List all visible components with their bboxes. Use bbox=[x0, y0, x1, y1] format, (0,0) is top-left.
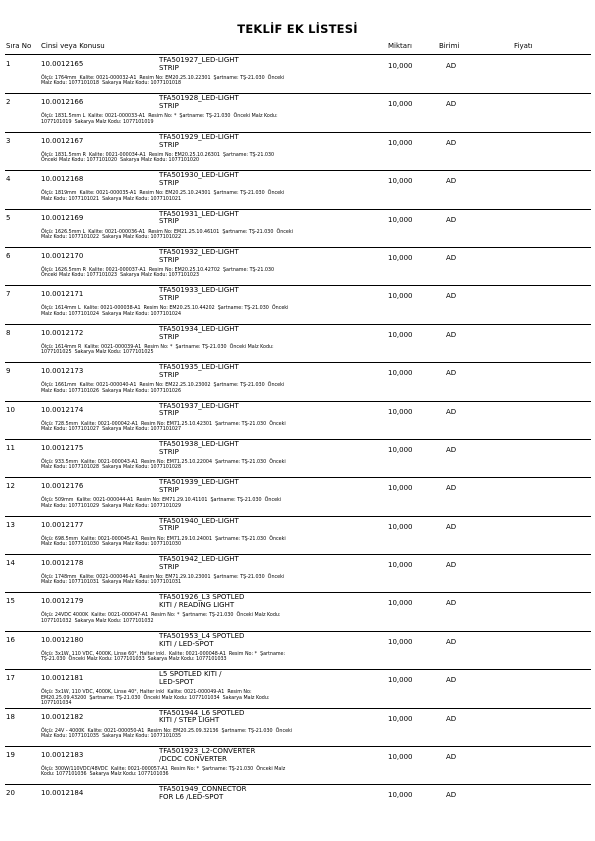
item-detail: Ölçü: 1831.5mm R Kalite: 0021-000034-A1 Resim No: EM20.25.10.26301 Şartname: TŞ-21.030 Önceki Malz Kodu: 1077101020 Sakarya Malz Kodu: 1077101020 bbox=[41, 152, 275, 164]
row-number: 13 bbox=[6, 520, 15, 529]
row-number: 20 bbox=[6, 789, 15, 798]
unit: AD bbox=[446, 522, 457, 531]
row-number: 8 bbox=[6, 328, 11, 337]
row-number: 11 bbox=[6, 443, 15, 452]
item-name: TFA501926_L3 SPOTLED KITI / READING LIGHT bbox=[159, 593, 245, 610]
row-number: 10 bbox=[6, 405, 15, 414]
material-code: 10.0012176 bbox=[41, 482, 84, 491]
unit: AD bbox=[446, 599, 457, 608]
table-row bbox=[0, 748, 595, 786]
quantity: 10,000 bbox=[388, 253, 413, 262]
material-code: 10.0012180 bbox=[41, 635, 84, 644]
table-row bbox=[0, 441, 595, 479]
row-divider bbox=[5, 631, 591, 632]
material-code: 10.0012183 bbox=[41, 751, 84, 760]
unit: AD bbox=[446, 253, 457, 262]
item-name: TFA501953_L4 SPOTLED KITI / LED-SPOT bbox=[159, 631, 245, 648]
row-number: 6 bbox=[6, 251, 11, 260]
unit: AD bbox=[446, 714, 457, 723]
material-code: 10.0012172 bbox=[41, 328, 84, 337]
material-code: 10.0012182 bbox=[41, 712, 84, 721]
material-code: 10.0012174 bbox=[41, 405, 84, 414]
table-row bbox=[0, 518, 595, 556]
table-row bbox=[0, 211, 595, 249]
row-divider bbox=[5, 362, 591, 363]
quantity: 10,000 bbox=[388, 522, 413, 531]
item-name: TFA501934_LED-LIGHT STRIP bbox=[159, 324, 239, 341]
material-code: 10.0012168 bbox=[41, 175, 84, 184]
unit: AD bbox=[446, 138, 457, 147]
row-divider bbox=[5, 93, 591, 94]
material-code: 10.0012184 bbox=[41, 789, 84, 798]
unit: AD bbox=[446, 753, 457, 762]
row-number: 16 bbox=[6, 635, 15, 644]
row-number: 14 bbox=[6, 559, 15, 568]
quantity: 10,000 bbox=[388, 369, 413, 378]
row-number: 12 bbox=[6, 482, 15, 491]
row-divider bbox=[5, 708, 591, 709]
unit: AD bbox=[446, 445, 457, 454]
quantity: 10,000 bbox=[388, 215, 413, 224]
table-row bbox=[0, 479, 595, 517]
material-code: 10.0012170 bbox=[41, 251, 84, 260]
row-divider bbox=[5, 592, 591, 593]
table-row bbox=[0, 287, 595, 325]
item-name: TFA501944_L6 SPOTLED KITI / STEP LIGHT bbox=[159, 708, 245, 725]
row-divider bbox=[5, 132, 591, 133]
item-name: TFA501923_L2-CONVERTER /DCDC CONVERTER bbox=[159, 747, 256, 763]
material-code: 10.0012169 bbox=[41, 213, 84, 222]
item-detail: Ölçü: 1626.5mm L Kalite: 0021-000036-A1 Resim No: EM21.25.10.46101 Şartname: TŞ-21.030 Önceki Malz Kodu: 1077101022 Sakarya Malz Kodu: 1077101022 bbox=[41, 229, 293, 240]
column-header-price: Fiyatı bbox=[514, 42, 533, 50]
column-header-quantity: Miktarı bbox=[388, 42, 412, 50]
item-name: TFA501932_LED-LIGHT STRIP bbox=[159, 247, 239, 264]
row-number: 19 bbox=[6, 751, 15, 760]
quantity: 10,000 bbox=[388, 791, 413, 800]
item-detail: Ölçü: 3x1W, 110 VDC, 4000K, Linse 60°, Halter inkl. Kalite: 0021-000048-A1 Resim No: * Şartname: TŞ-21.030 Önceki Malz Kodu: 1077101033 Sakarya Malz Kodu: 1077101033 bbox=[41, 651, 286, 663]
unit: AD bbox=[446, 637, 457, 646]
material-code: 10.0012166 bbox=[41, 98, 84, 107]
row-divider bbox=[5, 746, 591, 747]
item-detail: Ölçü: 1661mm Kalite: 0021-000040-A1 Resim No: EM22.25.10.23002 Şartname: TŞ-21.030 Önceki Malz Kodu: 1077101026 Sakarya Malz Kodu: 1077101026 bbox=[41, 383, 285, 394]
quantity: 10,000 bbox=[388, 676, 413, 685]
row-number: 5 bbox=[6, 213, 11, 222]
row-number: 7 bbox=[6, 290, 11, 299]
quantity: 10,000 bbox=[388, 100, 413, 109]
material-code: 10.0012165 bbox=[41, 60, 84, 68]
item-name: TFA501931_LED-LIGHT STRIP bbox=[159, 209, 239, 226]
row-divider bbox=[5, 247, 591, 248]
row-number: 9 bbox=[6, 367, 11, 376]
item-detail: Ölçü: 1831.5mm L Kalite: 0021-000033-A1 Resim No: * Şartname: TŞ-21.030 Önceki Malz Kodu: 1077101019 Sakarya Malz Kodu: 1077101019 bbox=[41, 114, 278, 125]
quantity: 10,000 bbox=[388, 292, 413, 301]
item-name: TFA501930_LED-LIGHT STRIP bbox=[159, 171, 239, 187]
item-name: TFA501928_LED-LIGHT STRIP bbox=[159, 94, 239, 111]
material-code: 10.0012179 bbox=[41, 597, 84, 606]
row-number: 3 bbox=[6, 136, 11, 145]
table-row bbox=[0, 556, 595, 594]
unit: AD bbox=[446, 100, 457, 109]
item-detail: Ölçü: 698.5mm Kalite: 0021-000045-A1 Resim No: EM71.29.10.24001 Şartname: TŞ-21.030 Önceki Malz Kodu: 1077101030 Sakarya Malz Kodu: 1077101030 bbox=[41, 536, 286, 548]
table-row bbox=[0, 249, 595, 287]
table-row bbox=[0, 594, 595, 632]
row-number: 4 bbox=[6, 175, 11, 184]
unit: AD bbox=[446, 484, 457, 493]
quantity: 10,000 bbox=[388, 407, 413, 416]
quantity: 10,000 bbox=[388, 62, 413, 70]
item-name: TFA501942_LED-LIGHT STRIP bbox=[159, 555, 239, 571]
page-title: TEKLİF EK LİSTESİ bbox=[237, 22, 358, 36]
row-divider bbox=[5, 209, 591, 210]
material-code: 10.0012167 bbox=[41, 136, 84, 145]
item-name: TFA501949_CONNECTOR FOR L6 /LED-SPOT bbox=[159, 785, 247, 802]
column-header-unit: Birimi bbox=[439, 42, 460, 50]
header-divider bbox=[5, 54, 591, 55]
item-detail: Ölçü: 1764mm Kalite: 0021-000032-A1 Resim No: EM20.25.10.22301 Şartname: TŞ-21.030 Önceki Malz Kodu: 1077101018 Sakarya Malz Kodu: 1077101018 bbox=[41, 76, 285, 87]
unit: AD bbox=[446, 62, 457, 70]
item-name: TFA501935_LED-LIGHT STRIP bbox=[159, 363, 239, 379]
table-row bbox=[0, 786, 595, 824]
item-name: TFA501938_LED-LIGHT STRIP bbox=[159, 439, 239, 456]
table-row bbox=[0, 326, 595, 364]
table-row bbox=[0, 57, 595, 95]
row-divider bbox=[5, 477, 591, 478]
row-divider bbox=[5, 516, 591, 517]
row-number: 1 bbox=[6, 60, 11, 68]
row-divider bbox=[5, 554, 591, 555]
material-code: 10.0012177 bbox=[41, 520, 84, 529]
item-detail: Ölçü: 1748mm Kalite: 0021-000046-A1 Resim No: EM71.29.10.23001 Şartname: TŞ-21.030 Önceki Malz Kodu: 1077101031 Sakarya Malz Kodu: 1077101031 bbox=[41, 575, 285, 586]
quantity: 10,000 bbox=[388, 599, 413, 608]
quantity: 10,000 bbox=[388, 445, 413, 454]
unit: AD bbox=[446, 177, 457, 186]
table-row bbox=[0, 172, 595, 210]
unit: AD bbox=[446, 369, 457, 378]
table-row bbox=[0, 364, 595, 402]
item-detail: Ölçü: 933.5mm Kalite: 0021-000043-A1 Resim No: EM71.25.10.22004 Şartname: TŞ-21.030 Önceki Malz Kodu: 1077101028 Sakarya Malz Kodu: 1077101028 bbox=[41, 459, 286, 471]
column-header-no: Sıra No bbox=[6, 42, 32, 50]
row-divider bbox=[5, 401, 591, 402]
item-detail: Ölçü: 24V - 4000K Kalite: 0021-000050-A1 Resim No: EM20.25.09.32136 Şartname: TŞ-21.030 Önceki Malz Kodu: 1077101035 Sakarya Malz Kodu: 1077101035 bbox=[41, 728, 293, 740]
unit: AD bbox=[446, 676, 457, 685]
quantity: 10,000 bbox=[388, 330, 413, 339]
table-row bbox=[0, 134, 595, 172]
item-detail: Ölçü: 1614mm L Kalite: 0021-000038-A1 Resim No: EM20.25.10.44202 Şartname: TŞ-21.030 Önceki Malz Kodu: 1077101024 Sakarya Malz Kodu: 1077101024 bbox=[41, 306, 289, 317]
quantity: 10,000 bbox=[388, 714, 413, 723]
quantity: 10,000 bbox=[388, 637, 413, 646]
table-row bbox=[0, 403, 595, 441]
unit: AD bbox=[446, 561, 457, 570]
column-header-description: Cinsi veya Konusu bbox=[41, 42, 105, 50]
item-detail: Ölçü: 300W/110VDC/48VDC Kalite: 0021-000057-A1 Resim No: * Şartname: TŞ-21.030 Önceki Malz Kodu: 1077101036 Sakarya Malz Kodu: 1077101036 bbox=[41, 767, 286, 778]
table-header bbox=[0, 41, 595, 53]
row-number: 15 bbox=[6, 597, 15, 606]
row-divider bbox=[5, 439, 591, 440]
item-table bbox=[0, 57, 595, 825]
quantity: 10,000 bbox=[388, 561, 413, 570]
row-divider bbox=[5, 285, 591, 286]
item-name: TFA501940_LED-LIGHT STRIP bbox=[159, 516, 239, 533]
unit: AD bbox=[446, 791, 457, 800]
quantity: 10,000 bbox=[388, 753, 413, 762]
unit: AD bbox=[446, 330, 457, 339]
item-name: TFA501939_LED-LIGHT STRIP bbox=[159, 478, 239, 495]
row-divider bbox=[5, 324, 591, 325]
item-name: TFA501937_LED-LIGHT STRIP bbox=[159, 401, 239, 418]
unit: AD bbox=[446, 407, 457, 416]
quantity: 10,000 bbox=[388, 484, 413, 493]
quantity: 10,000 bbox=[388, 177, 413, 186]
material-code: 10.0012173 bbox=[41, 367, 84, 376]
material-code: 10.0012171 bbox=[41, 290, 84, 299]
table-row bbox=[0, 710, 595, 748]
item-name: TFA501933_LED-LIGHT STRIP bbox=[159, 286, 239, 303]
item-detail: Ölçü: 509mm Kalite: 0021-000044-A1 Resim No: EM71.29.10.41101 Şartname: TŞ-21.030 Önceki Malz Kodu: 1077101029 Sakarya Malz Kodu: 1077101029 bbox=[41, 498, 282, 509]
row-divider bbox=[5, 784, 591, 785]
item-name: TFA501929_LED-LIGHT STRIP bbox=[159, 132, 239, 149]
item-detail: Ölçü: 1819mm Kalite: 0021-000035-A1 Resim No: EM20.25.10.24301 Şartname: TŞ-21.030 Önceki Malz Kodu: 1077101021 Sakarya Malz Kodu: 1077101021 bbox=[41, 191, 285, 202]
row-number: 18 bbox=[6, 712, 15, 721]
unit: AD bbox=[446, 215, 457, 224]
item-detail: Ölçü: 728.5mm Kalite: 0021-000042-A1 Resim No: EM71.25.10.42301 Şartname: TŞ-21.030 Önceki Malz Kodu: 1077101027 Sakarya Malz Kodu: 1077101027 bbox=[41, 421, 286, 432]
table-row bbox=[0, 95, 595, 133]
material-code: 10.0012181 bbox=[41, 674, 84, 683]
item-detail: Ölçü: 3x1W, 110 VDC, 4000K, Linse 40°, Halter inkl Kalite: 0021-000049-A1 Resim No: EM20.25.09.43200 Şartname: TŞ-21.030 Önceki Malz Kodu: 1077101034 Sakarya Malz Kodu: 1077101034 bbox=[41, 690, 270, 707]
row-divider bbox=[5, 669, 591, 670]
item-name: L5 SPOTLED KITI / LED-SPOT bbox=[159, 670, 222, 687]
row-number: 17 bbox=[6, 674, 15, 683]
item-detail: Ölçü: 24VDC 4000K Kalite: 0021-000047-A1 Resim No: * Şartname: TŞ-21.030 Önceki Malz Kodu: 1077101032 Sakarya Malz Kodu: 1077101032 bbox=[41, 613, 281, 624]
item-detail: Ölçü: 1614mm R Kalite: 0021-000039-A1 Resim No: * Şartname: TŞ-21.030 Önceki Malz Kodu: 1077101025 Sakarya Malz Kodu: 1077101025 bbox=[41, 344, 274, 356]
unit: AD bbox=[446, 292, 457, 301]
item-name: TFA501927_LED-LIGHT STRIP bbox=[159, 56, 239, 72]
row-number: 2 bbox=[6, 98, 11, 107]
item-detail: Ölçü: 1626.5mm R Kalite: 0021-000037-A1 Resim No: EM20.25.10.42702 Şartname: TŞ-21.030 Önceki Malz Kodu: 1077101023 Sakarya Malz Kodu: 1077101023 bbox=[41, 267, 275, 279]
table-row bbox=[0, 633, 595, 671]
table-row bbox=[0, 671, 595, 709]
material-code: 10.0012175 bbox=[41, 443, 84, 452]
row-divider bbox=[5, 170, 591, 171]
material-code: 10.0012178 bbox=[41, 559, 84, 568]
quantity: 10,000 bbox=[388, 138, 413, 147]
